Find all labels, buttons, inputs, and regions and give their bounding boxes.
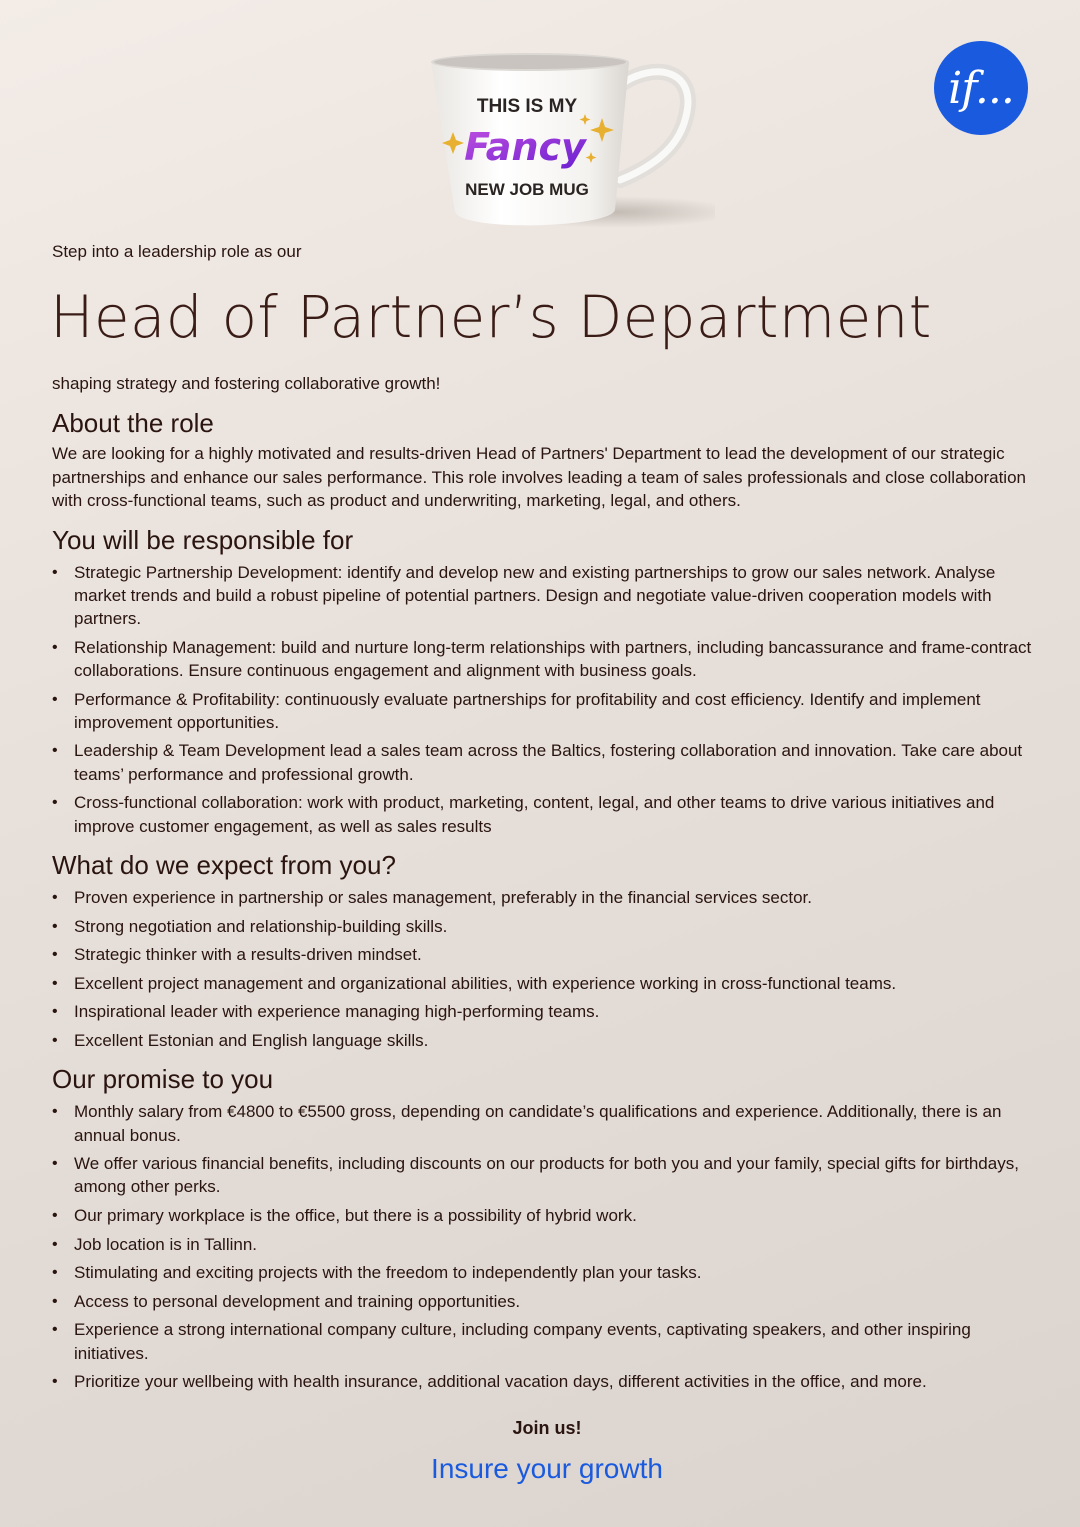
mug-image: [415, 40, 715, 240]
list-item: • Strong negotiation and relationship-building skills.: [52, 915, 1042, 938]
list-item: • Strategic thinker with a results-driven mindset.: [52, 943, 1042, 966]
mug-line1: THIS IS MY: [476, 96, 578, 117]
list-item: • Prioritize your wellbeing with health insurance, additional vacation days, different activities in the office, and more.: [52, 1370, 1042, 1393]
expectations-section: [52, 848, 1042, 1052]
responsibilities-list: [52, 561, 1042, 838]
expectations-heading: What do we expect from you?: [52, 849, 396, 880]
mug-line2: Fancy: [464, 125, 586, 169]
list-item: • Access to personal development and training opportunities.: [52, 1290, 1042, 1313]
mug-line3: NEW JOB MUG: [465, 180, 589, 199]
list-item: • Relationship Management: build and nurture long-term relationships with partners, including bancassurance and frame-contract collaborations. Ensure continuous engagement and alignment with business goals.: [52, 636, 1042, 683]
list-item: • Experience a strong international company culture, including company events, captivating speakers, and other inspiring initiatives.: [52, 1318, 1042, 1365]
list-item: • Stimulating and exciting projects with the freedom to independently plan your tasks.: [52, 1261, 1042, 1284]
responsibilities-heading: You will be responsible for: [52, 524, 354, 555]
if-logo: [934, 41, 1028, 135]
about-section: [52, 406, 1042, 513]
responsibilities-section: [52, 523, 1042, 838]
list-item: • Excellent Estonian and English language skills.: [52, 1029, 1042, 1052]
subtitle: shaping strategy and fostering collaborative growth!: [52, 374, 441, 393]
list-item: • Leadership & Team Development lead a sales team across the Baltics, fostering collaboration and innovation. Take care about teams’ performance and professional growth.: [52, 739, 1042, 786]
list-item: • Performance & Profitability: continuously evaluate partnerships for profitability and cost efficiency. Identify and implement improvement opportunities.: [52, 688, 1042, 735]
page-title: Head of Partner’s Department: [50, 283, 932, 351]
list-item: • Strategic Partnership Development: identify and develop new and existing partnerships to grow our sales network. Analyse market trends and build a robust pipeline of potential partners. Design and negotiate value-driven cooperation models with partners.: [52, 561, 1042, 631]
list-item: • We offer various financial benefits, including discounts on our products for both you and your family, special gifts for birthdays, among other perks.: [52, 1152, 1042, 1199]
join-us-text: Join us!: [512, 1417, 582, 1438]
job-posting: [52, 240, 1042, 1486]
promise-list: [52, 1100, 1042, 1393]
list-item: • Job location is in Tallinn.: [52, 1233, 1042, 1256]
list-item: • Our primary workplace is the office, but there is a possibility of hybrid work.: [52, 1204, 1042, 1227]
list-item: • Monthly salary from €4800 to €5500 gross, depending on candidate’s qualifications and experience. Additionally, there is an annual bonus.: [52, 1100, 1042, 1147]
promise-section: [52, 1062, 1042, 1393]
about-heading: About the role: [52, 408, 214, 438]
list-item: • Cross-functional collaboration: work with product, marketing, content, legal, and other teams to drive various initiatives and improve customer engagement, as well as sales results: [52, 791, 1042, 838]
promise-heading: Our promise to you: [52, 1064, 274, 1095]
expectations-list: [52, 886, 1042, 1052]
intro-text: Step into a leadership role as our: [52, 242, 302, 261]
list-item: • Inspirational leader with experience managing high-performing teams.: [52, 1000, 1042, 1023]
list-item: • Excellent project management and organizational abilities, with experience working in cross-functional teams.: [52, 972, 1042, 995]
about-text: We are looking for a highly motivated and results-driven Head of Partners' Department to lead the development of our strategic partnerships and enhance our sales performance. This role involves leading a team of sales professionals and close collaboration with cross-functional teams, such as product and underwriting, marketing, legal, and others.: [52, 444, 1026, 510]
tagline: Insure your growth: [431, 1452, 663, 1484]
list-item: • Proven experience in partnership or sales management, preferably in the financial services sector.: [52, 886, 1042, 909]
logo-text: if...: [948, 62, 1014, 114]
